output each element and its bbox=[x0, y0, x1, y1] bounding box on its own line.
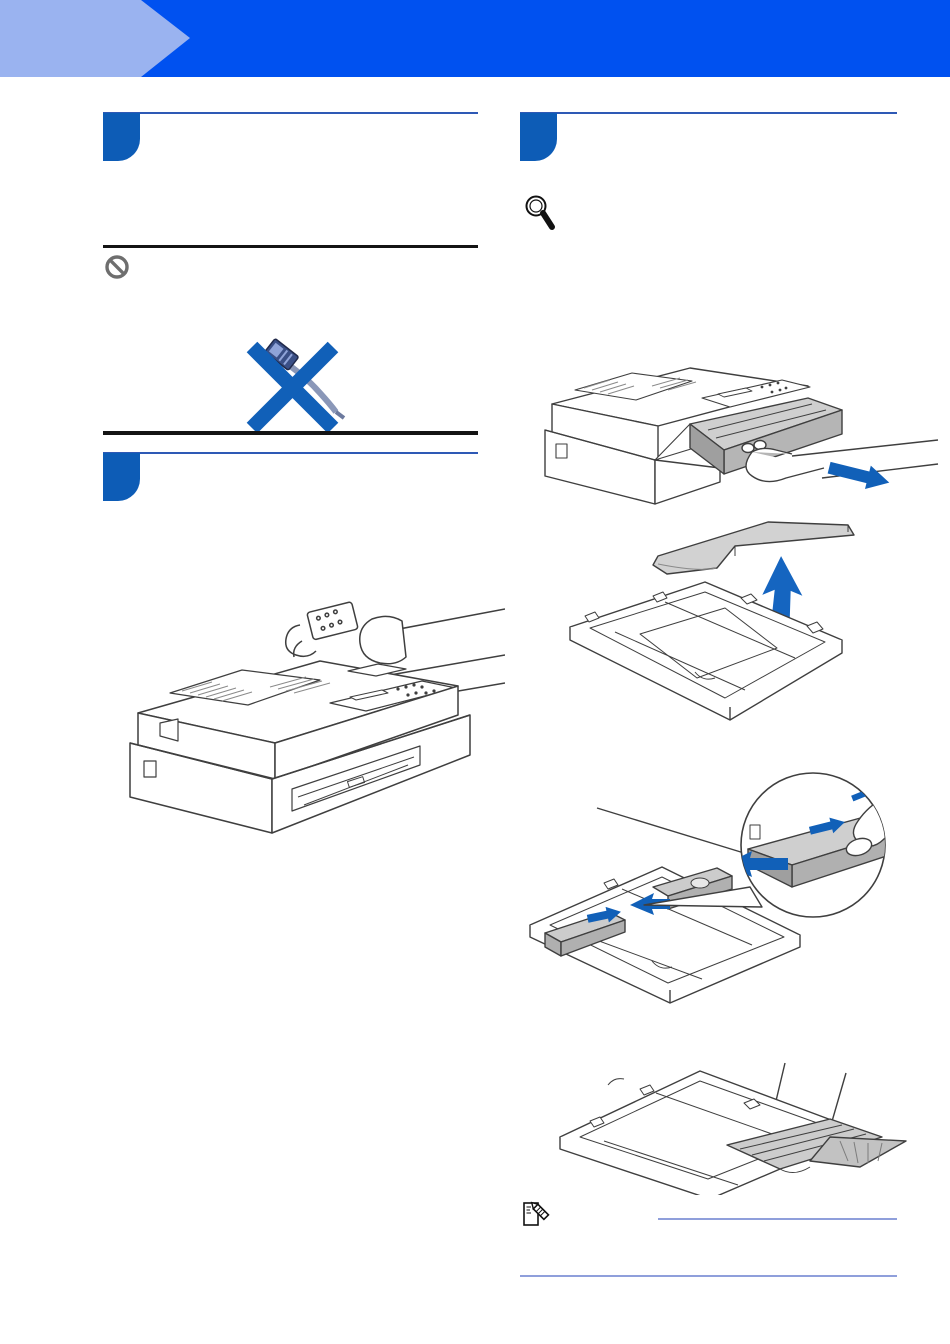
step3-number-box bbox=[520, 113, 557, 161]
warning-bottom-rule bbox=[103, 431, 478, 435]
step1-heading-rule bbox=[103, 112, 478, 114]
figure-remove-protective-parts bbox=[120, 583, 505, 838]
figure-paper-support-flap bbox=[548, 1045, 943, 1195]
note-rule bbox=[658, 1218, 897, 1220]
section-end-rule bbox=[520, 1275, 897, 1277]
prohibition-icon bbox=[104, 254, 130, 280]
step2-heading-rule bbox=[103, 452, 478, 454]
step1-number-box bbox=[103, 113, 140, 161]
header-banner bbox=[0, 0, 950, 78]
magnifier-icon bbox=[524, 194, 558, 236]
paper-tray bbox=[570, 582, 842, 720]
arrow-right bbox=[826, 456, 892, 494]
tray-cover bbox=[653, 522, 854, 574]
figure-adjust-paper-guides bbox=[512, 765, 950, 1025]
header-banner-bar bbox=[138, 0, 950, 77]
usb-cable-crossed-out-figure bbox=[240, 325, 400, 440]
printer-lineart bbox=[130, 661, 470, 833]
figure-pull-paper-tray bbox=[540, 360, 940, 512]
figure-lift-tray-cover bbox=[545, 512, 945, 757]
note-icon bbox=[520, 1198, 550, 1230]
step3-heading-rule bbox=[520, 112, 897, 114]
step2-number-box bbox=[103, 453, 140, 501]
leader-line bbox=[597, 808, 744, 853]
warning-top-rule bbox=[103, 245, 478, 248]
